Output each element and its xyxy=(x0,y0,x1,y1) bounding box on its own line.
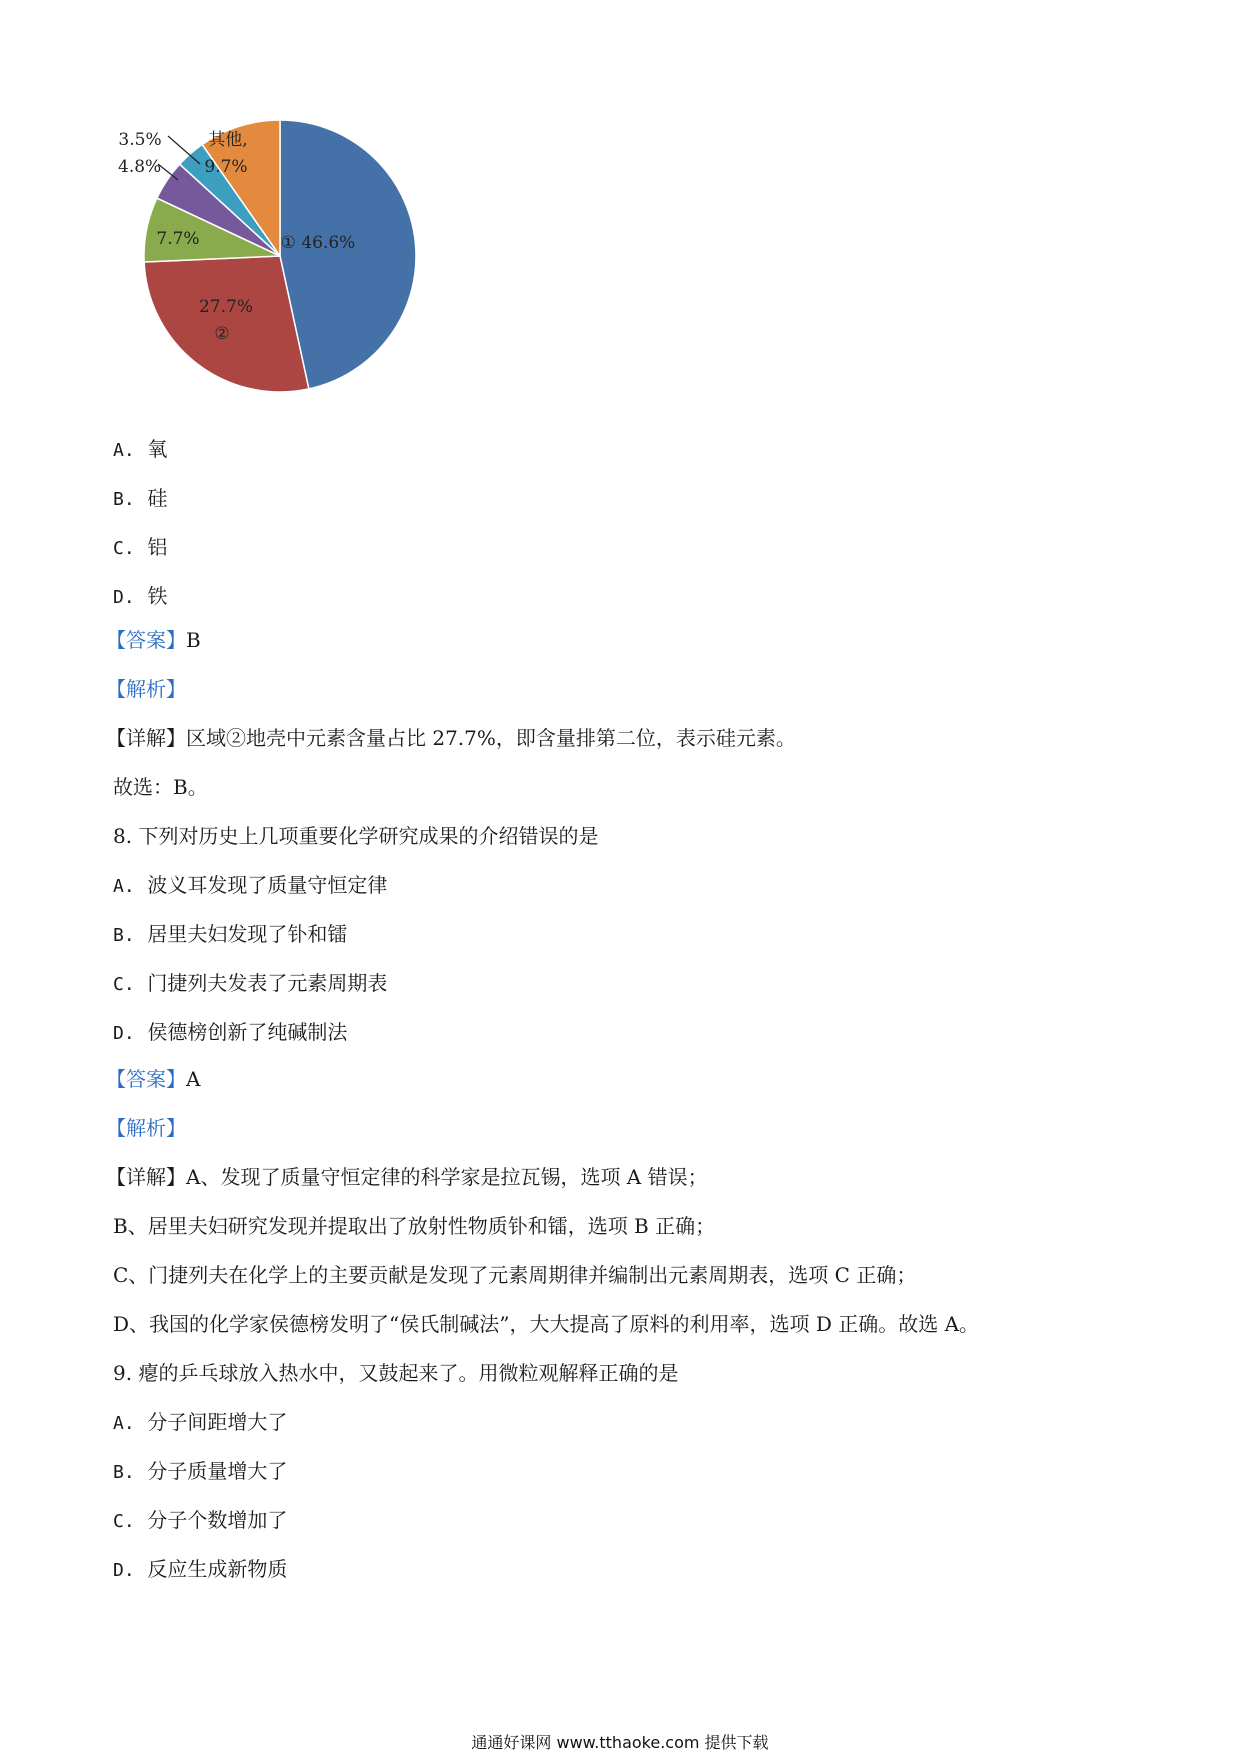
q8-option-b: B. 居里夫妇发现了钋和镭 xyxy=(113,922,348,946)
q8-analysis-tag: 【解析】 xyxy=(106,1116,186,1140)
pie-label-4: 4.8% xyxy=(118,157,162,177)
q8-answer: 【答案】A xyxy=(106,1067,201,1091)
q7-option-b: B. 硅 xyxy=(113,486,168,510)
pie-sublabel-2: ② xyxy=(214,324,230,344)
q8-stem: 8. 下列对历史上几项重要化学研究成果的介绍错误的是 xyxy=(113,824,599,848)
q8-option-d: D. 侯德榜创新了纯碱制法 xyxy=(113,1020,348,1044)
pie-chart xyxy=(118,112,430,402)
q8-option-a: A. 波义耳发现了质量守恒定律 xyxy=(113,873,388,897)
q9-stem: 9. 瘪的乒乓球放入热水中，又鼓起来了。用微粒观解释正确的是 xyxy=(113,1361,679,1385)
q8-option-c: C. 门捷列夫发表了元素周期表 xyxy=(113,971,388,995)
pie-label-2: 27.7% xyxy=(198,297,254,317)
q8-detail-line-2: B、居里夫妇研究发现并提取出了放射性物质钋和镭，选项 B 正确； xyxy=(113,1214,716,1238)
q7-option-a: A. 氧 xyxy=(113,437,168,461)
q9-option-d: D. 反应生成新物质 xyxy=(113,1557,288,1581)
pie-label-6: 其他, xyxy=(208,130,248,150)
pie-label-3: 7.7% xyxy=(156,229,200,249)
q8-detail-line-1: 【详解】A、发现了质量守恒定律的科学家是拉瓦锡，选项 A 错误； xyxy=(106,1165,708,1189)
pie-label-1: ① 46.6% xyxy=(280,233,356,253)
q7-conclusion: 故选：B。 xyxy=(113,775,208,799)
q7-option-c: C. 铝 xyxy=(113,535,168,559)
pie-sublabel-6: 9.7% xyxy=(204,157,248,177)
q7-option-d: D. 铁 xyxy=(113,584,168,608)
pie-label-5: 3.5% xyxy=(118,130,162,150)
q7-answer: 【答案】B xyxy=(106,628,201,652)
q8-detail-line-3: C、门捷列夫在化学上的主要贡献是发现了元素周期律并编制出元素周期表，选项 C 正确； xyxy=(113,1263,917,1287)
q8-detail-line-4: D、我国的化学家侯德榜发明了“侯氏制碱法”，大大提高了原料的利用率，选项 D 正确。故选 A。 xyxy=(113,1312,980,1336)
q9-option-b: B. 分子质量增大了 xyxy=(113,1459,288,1483)
q9-option-c: C. 分子个数增加了 xyxy=(113,1508,288,1532)
q9-option-a: A. 分子间距增大了 xyxy=(113,1410,288,1434)
page-footer: 通通好课网 www.tthaoke.com 提供下载 xyxy=(471,1733,769,1752)
q7-analysis-tag: 【解析】 xyxy=(106,677,186,701)
q7-detail: 【详解】区域②地壳中元素含量占比 27.7%，即含量排第二位，表示硅元素。 xyxy=(106,726,796,750)
